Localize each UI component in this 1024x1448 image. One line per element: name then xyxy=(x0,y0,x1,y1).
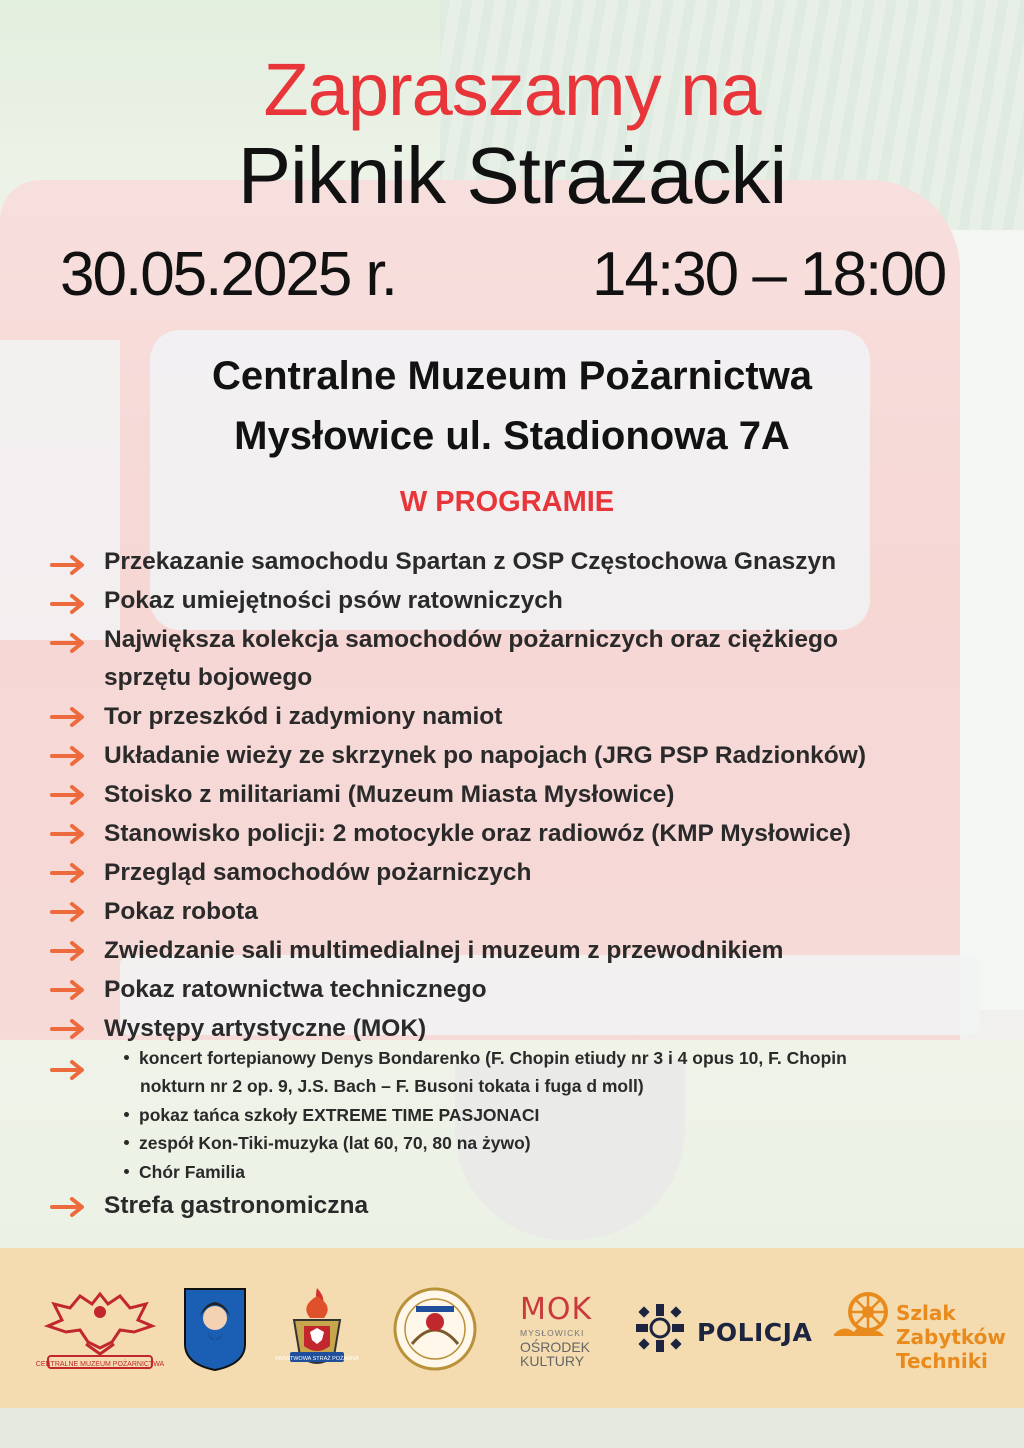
arrow-icon xyxy=(50,862,86,884)
bullet-icon xyxy=(124,1140,129,1145)
program-item: Przekazanie samochodu Spartan z OSP Częstochowa Gnaszyn xyxy=(104,548,837,575)
arrow-icon xyxy=(50,1196,86,1218)
program-sub-item xyxy=(124,1044,847,1073)
arrow-icon xyxy=(50,745,86,767)
arrow-icon xyxy=(50,554,86,576)
arrow-icon xyxy=(50,940,86,962)
szlak-line-2: Zabytków xyxy=(896,1325,1006,1349)
program-sub-item-continued: nokturn nr 2 op. 9, J.S. Bach – F. Busoni tokata i fuga d moll) xyxy=(140,1076,644,1096)
arrow-icon xyxy=(50,1018,86,1040)
program-item: Pokaz robota xyxy=(104,898,258,925)
program-item: Przegląd samochodów pożarniczych xyxy=(104,859,532,886)
museum-caption-text: CENTRALNE MUZEUM POŻARNICTWA xyxy=(35,1361,165,1368)
arrow-icon xyxy=(50,901,86,923)
footer-bottom-strip xyxy=(0,1408,1024,1448)
bullet-icon xyxy=(124,1169,129,1174)
program-heading: W PROGRAMIE xyxy=(399,486,615,518)
arrow-icon xyxy=(50,823,86,845)
program-item-continued: sprzętu bojowego xyxy=(104,664,313,691)
arrow-icon xyxy=(50,1059,86,1081)
program-item: Tor przeszkód i zadymiony namiot xyxy=(104,703,503,730)
program-item: Stoisko z militariami (Muzeum Miasta Mysłowice) xyxy=(104,781,675,808)
szlak-line-1: Szlak xyxy=(896,1301,956,1325)
sub-item-text: koncert fortepianowy Denys Bondarenko (F. Chopin etiudy nr 3 i 4 opus 10, F. Chopin xyxy=(139,1048,847,1068)
program-sub-item xyxy=(124,1158,245,1187)
sub-item-text: Chór Familia xyxy=(139,1162,245,1182)
bullet-icon xyxy=(124,1112,129,1117)
program-item: Występy artystyczne (MOK) xyxy=(104,1015,427,1042)
arrow-icon xyxy=(50,784,86,806)
arrow-icon xyxy=(50,979,86,1001)
sub-item-text: pokaz tańca szkoły EXTREME TIME PASJONACI xyxy=(139,1105,540,1125)
program-item: Największa kolekcja samochodów pożarniczych oraz ciężkiego xyxy=(104,626,838,653)
program-item: Stanowisko policji: 2 motocykle oraz radiowóz (KMP Mysłowice) xyxy=(104,820,851,847)
program-item: Pokaz umiejętności psów ratowniczych xyxy=(104,587,563,614)
police-star-icon xyxy=(632,1302,688,1354)
program-item: Pokaz ratownictwa technicznego xyxy=(104,976,487,1003)
program-item: Strefa gastronomiczna xyxy=(104,1192,369,1219)
szlak-gear-icon xyxy=(830,1288,896,1350)
psp-caption-text: PAŃSTWOWA STRAŻ POŻARNA xyxy=(275,1356,359,1362)
mok-caption-1: MYSŁOWICKI xyxy=(520,1328,585,1338)
museum-caption xyxy=(35,1356,165,1370)
sub-item-text: zespół Kon-Tiki-muzyka (lat 60, 70, 80 na żywo) xyxy=(139,1133,531,1153)
program-item: Zwiedzanie sali multimedialnej i muzeum z przewodnikiem xyxy=(104,937,784,964)
mok-caption-2: OŚRODEK xyxy=(520,1339,591,1355)
event-time: 14:30 – 18:00 xyxy=(592,240,946,309)
arrow-icon xyxy=(50,593,86,615)
venue-address: Mysłowice ul. Stadionowa 7A xyxy=(234,414,790,458)
program-item: Układanie wieży ze skrzynek po napojach (JRG PSP Radzionków) xyxy=(104,742,866,769)
mok-logo: MOK xyxy=(520,1292,593,1327)
anniversary-badge xyxy=(392,1286,478,1372)
event-date: 30.05.2025 r. xyxy=(60,240,396,309)
psp-caption xyxy=(275,1352,359,1362)
invite-heading: Zapraszamy na xyxy=(263,48,761,131)
program-sub-item xyxy=(124,1101,539,1130)
program-sub-item xyxy=(124,1129,531,1158)
mok-caption-3: KULTURY xyxy=(520,1353,585,1369)
szlak-line-3: Techniki xyxy=(896,1349,988,1373)
myslowice-coat-of-arms xyxy=(182,1286,248,1372)
bullet-icon xyxy=(124,1055,129,1060)
arrow-icon xyxy=(50,706,86,728)
event-title: Piknik Strażacki xyxy=(237,131,787,220)
venue-name: Centralne Muzeum Pożarnictwa xyxy=(211,354,813,398)
arrow-icon xyxy=(50,632,86,654)
policja-logo-text: POLICJA xyxy=(697,1318,813,1347)
